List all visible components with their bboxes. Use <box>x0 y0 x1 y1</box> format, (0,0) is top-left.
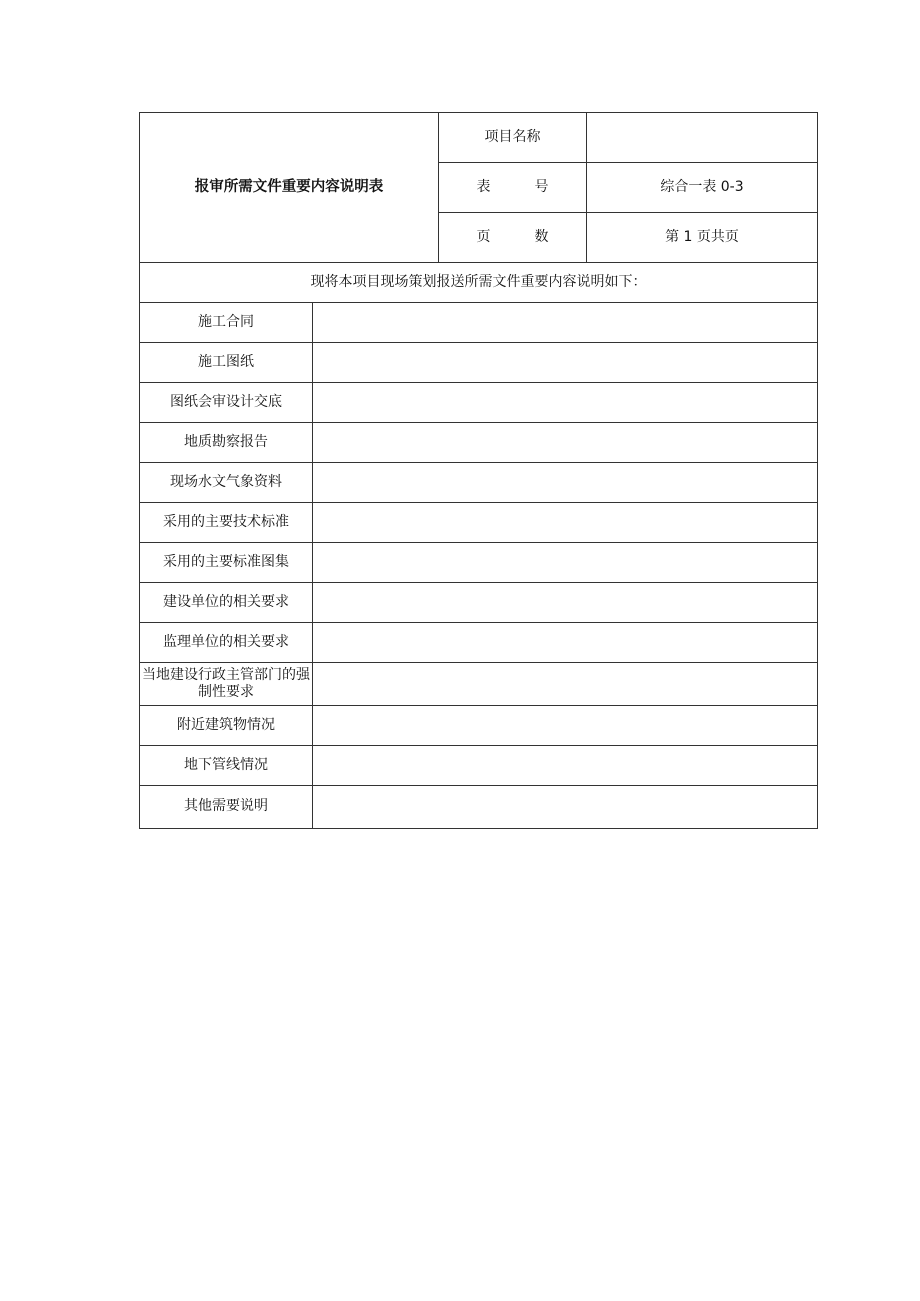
item-value-field[interactable] <box>313 706 818 746</box>
item-label: 施工合同 <box>140 303 313 343</box>
item-label: 图纸会审设计交底 <box>140 383 313 423</box>
table-row <box>140 786 818 829</box>
item-label: 地质勘察报告 <box>140 423 313 463</box>
item-value-field[interactable] <box>313 383 818 423</box>
table-row <box>140 303 818 343</box>
item-label: 建设单位的相关要求 <box>140 583 313 623</box>
item-label: 施工图纸 <box>140 343 313 383</box>
item-value-field[interactable] <box>313 786 818 829</box>
table-row <box>140 623 818 663</box>
item-label: 地下管线情况 <box>140 746 313 786</box>
item-value-field[interactable] <box>313 583 818 623</box>
item-value-field[interactable] <box>313 543 818 583</box>
item-label: 采用的主要技术标准 <box>140 503 313 543</box>
item-label: 采用的主要标准图集 <box>140 543 313 583</box>
item-value-field[interactable] <box>313 623 818 663</box>
table-no-value: 综合一表 0-3 <box>587 163 818 213</box>
page-label-text: 页 数 <box>476 228 549 245</box>
table-row <box>140 383 818 423</box>
table-no-label <box>439 163 587 213</box>
item-label: 现场水文气象资料 <box>140 463 313 503</box>
item-value-field[interactable] <box>313 503 818 543</box>
table-row <box>140 343 818 383</box>
project-name-field[interactable] <box>587 113 818 163</box>
item-value-field[interactable] <box>313 746 818 786</box>
item-label: 当地建设行政主管部门的强制性要求 <box>140 663 313 706</box>
page-label <box>439 213 587 263</box>
project-name-label: 项目名称 <box>439 113 587 163</box>
page-value: 第 1 页共页 <box>587 213 818 263</box>
document-form-table <box>139 112 818 829</box>
intro-row <box>140 263 818 303</box>
table-row <box>140 463 818 503</box>
item-value-field[interactable] <box>313 663 818 706</box>
table-no-label-text: 表 号 <box>476 178 549 195</box>
table-row <box>140 583 818 623</box>
table-row <box>140 423 818 463</box>
item-value-field[interactable] <box>313 343 818 383</box>
form-title: 报审所需文件重要内容说明表 <box>140 113 439 263</box>
item-value-field[interactable] <box>313 423 818 463</box>
item-label: 附近建筑物情况 <box>140 706 313 746</box>
table-row <box>140 746 818 786</box>
table-row <box>140 503 818 543</box>
header-row-project-name <box>140 113 818 163</box>
table-row <box>140 706 818 746</box>
item-value-field[interactable] <box>313 303 818 343</box>
table-row <box>140 663 818 706</box>
item-label: 其他需要说明 <box>140 786 313 829</box>
item-value-field[interactable] <box>313 463 818 503</box>
table-row <box>140 543 818 583</box>
item-label: 监理单位的相关要求 <box>140 623 313 663</box>
intro-text: 现将本项目现场策划报送所需文件重要内容说明如下： <box>140 263 818 303</box>
